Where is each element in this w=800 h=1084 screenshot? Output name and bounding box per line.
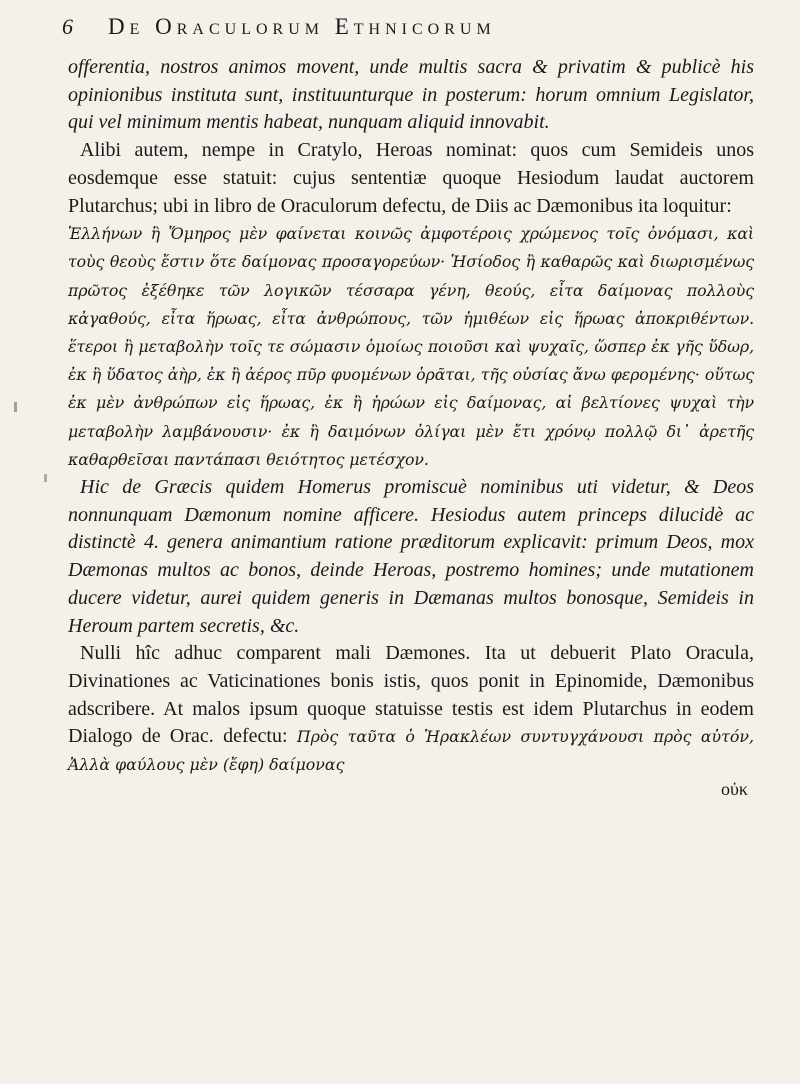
paragraph-latin-italic-1: offerentia, nostros animos movent, unde multis sacra & privatim & publicè his opinionibus instituta sunt, instituunturque in posterum: horum omnium Legislator, qui vel minimum mentis habeat, nunquam aliquid innovabit. <box>68 56 754 134</box>
paragraph-latin-4-text: Nulli hîc adhuc comparent mali Dæmones. Ita ut debuerit Plato Oracula, Divinationes ac Vaticinationes bonis istis, quos ponit in Epinomide, Dæmonibus adscribere. At malos ipsum quoque statuisse testis est idem Plutarchus in eodem Dialogo de Orac. defectu: <box>68 642 754 748</box>
paragraph-latin-italic-3: Hic de Græcis quidem Homerus promiscuè nominibus uti videtur, & Deos nonnunquam Dæmonum nomine afficere. Hesiodus autem princeps dilucidè ac distinctè 4. genera animantium ratione præditorum explicavit: primum Deos, mox Dæmonas multos ac bonos, deinde Heroas, postremo homines; unde mutationem ducere videtur, aurei quidem generis in Dæmanas multos bonosque, Semideis in Heroum partem secretis, &c. <box>68 476 754 637</box>
page-header <box>62 14 760 44</box>
margin-mark <box>14 402 17 412</box>
greek-quotation: Ἑλλήνων ἢ Ὅμηρος μὲν φαίνεται κοινῶς ἀμφοτέροις χρώμενος τοῖς ὀνόμασι, καὶ τοὺς θεοὺς ἔστιν ὅτε δαίμονας προσαγορεύων· Ἡσίοδος ἢ καθαρῶς καὶ διωρισμένως πρῶτος ἐξέθηκε τῶν λογικῶν τέσσαρα γένη, θεούς, εἶτα δαίμονας πολλοὺς κἀγαθούς, εἶτα ἥρωας, εἶτα ἀνθρώπους, τῶν ἡμιθέων εἰς ἥρωας ἀποκριθέντων. ἕτεροι ἢ μεταβολὴν τοῖς τε σώμασιν ὁμοίως ποιοῦσι καὶ ψυχαῖς, ὥσπερ ἐκ γῆς ὕδωρ, ἐκ ἢ ὕδατος ἀὴρ, ἐκ ἢ ἀέρος πῦρ φυομένων ὁρᾶται, τῆς οὐσίας ἄνω φερομένης· οὕτως ἐκ μὲν ἀνθρώπων εἰς ἥρωας, ἐκ ἢ ἡρώων εἰς δαίμονας, αἱ βελτίονες ψυχαὶ τὴν μεταβολὴν λαμβάνουσιν· ἐκ ἢ δαιμόνων ὀλίγαι μὲν ἔτι χρόνῳ πολλῷ δι᾽ ἀρετῆς καθαρθεῖσαι παντάπασι θειότητος μετέσχον. <box>68 224 754 469</box>
text-body <box>68 54 754 799</box>
paragraph-latin-2: Alibi autem, nempe in Cratylo, Heroas nominat: quos cum Semideis unos eosdemque esse statuit: cujus sententiæ quoque Hesiodum laudat auctorem Plutarchus; ubi in libro de Oraculorum defectu, de Diis ac Dæmonibus ita loquitur: <box>68 139 754 217</box>
catchword: οὐκ <box>721 778 748 799</box>
page-number: 6 <box>62 14 73 39</box>
greek-inline-quotation: Πρὸς ταῦτα ὁ Ἡρακλέων συντυγχάνουσι πρὸς αὐτόν, Ἀλλὰ φαύλους μὲν (ἔφη) δαίμονας <box>68 727 754 775</box>
paragraph-latin-4 <box>68 640 754 779</box>
margin-mark <box>44 474 47 482</box>
running-title: De Oraculorum Ethnicorum <box>108 14 496 39</box>
